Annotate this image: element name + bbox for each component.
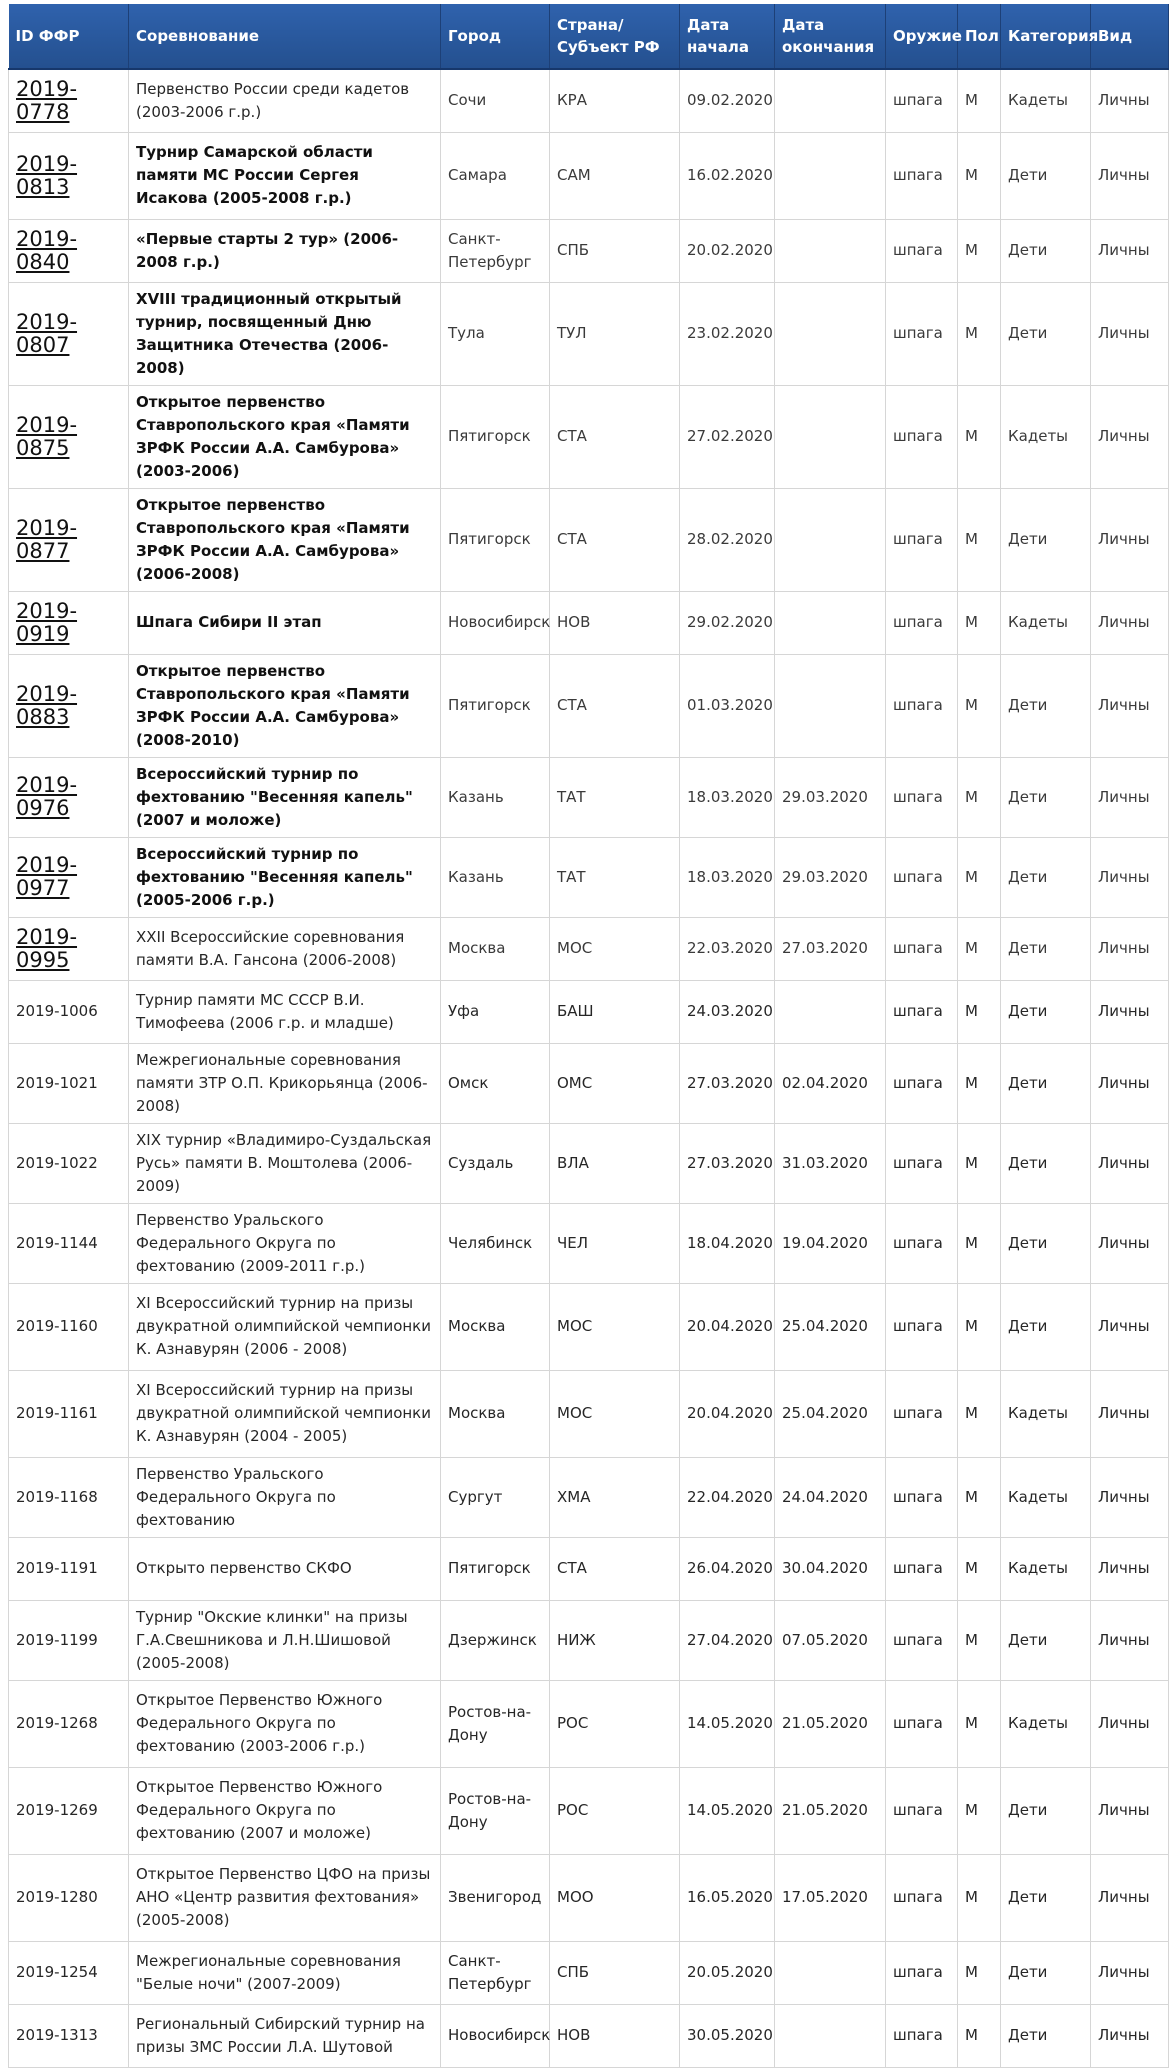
kind-cell: Личны [1091, 591, 1169, 654]
id-cell: 2019-1160 [9, 1283, 129, 1370]
id-cell: 2019-1199 [9, 1600, 129, 1680]
category-cell: Дети [1001, 1123, 1091, 1203]
kind-cell: Личны [1091, 1043, 1169, 1123]
city-cell: Тула [441, 282, 550, 385]
weapon-cell: шпага [886, 1600, 958, 1680]
weapon-cell: шпага [886, 1941, 958, 2004]
category-cell: Дети [1001, 1854, 1091, 1941]
weapon-cell: шпага [886, 1043, 958, 1123]
city-cell: Пятигорск [441, 488, 550, 591]
kind-cell: Личны [1091, 132, 1169, 219]
weapon-cell: шпага [886, 282, 958, 385]
competition-name-cell: Открытое первенство Ставропольского края «Памяти ЗРФК России А.А. Самбурова» (2008-2010) [129, 654, 441, 757]
region-cell: МОО [550, 1854, 680, 1941]
city-cell: Суздаль [441, 1123, 550, 1203]
table-row [9, 1537, 1169, 1600]
competition-name-cell: Открытое первенство Ставропольского края «Памяти ЗРФК России А.А. Самбурова» (2006-2008) [129, 488, 441, 591]
category-cell: Дети [1001, 837, 1091, 917]
sex-cell: М [958, 1767, 1001, 1854]
category-cell: Дети [1001, 1941, 1091, 2004]
start-date-cell: 27.02.2020 [680, 385, 775, 488]
table-row [9, 654, 1169, 757]
id-cell: 2019-1022 [9, 1123, 129, 1203]
weapon-cell: шпага [886, 132, 958, 219]
column-header-kind[interactable]: Вид [1091, 4, 1169, 69]
end-date-cell [775, 385, 886, 488]
region-cell: БАШ [550, 980, 680, 1043]
region-cell: ТАТ [550, 837, 680, 917]
region-cell: НИЖ [550, 1600, 680, 1680]
weapon-cell: шпага [886, 1370, 958, 1457]
id-cell[interactable]: 2019-0919 [9, 591, 129, 654]
weapon-cell: шпага [886, 1854, 958, 1941]
table-row [9, 282, 1169, 385]
start-date-cell: 16.02.2020 [680, 132, 775, 219]
column-header-weapon[interactable]: Оружие [886, 4, 958, 69]
end-date-cell: 21.05.2020 [775, 1767, 886, 1854]
table-body [9, 69, 1169, 2067]
category-cell: Дети [1001, 282, 1091, 385]
kind-cell: Личны [1091, 654, 1169, 757]
kind-cell: Личны [1091, 980, 1169, 1043]
table-row [9, 837, 1169, 917]
weapon-cell: шпага [886, 1203, 958, 1283]
table-row [9, 917, 1169, 980]
category-cell: Кадеты [1001, 1370, 1091, 1457]
region-cell: СТА [550, 385, 680, 488]
competition-name-cell: Открытое Первенство ЦФО на призы АНО «Центр развития фехтования» (2005-2008) [129, 1854, 441, 1941]
table-row [9, 1854, 1169, 1941]
kind-cell: Личны [1091, 757, 1169, 837]
end-date-cell [775, 282, 886, 385]
region-cell: КРА [550, 69, 680, 132]
kind-cell: Личны [1091, 1203, 1169, 1283]
category-cell: Дети [1001, 488, 1091, 591]
table-row [9, 591, 1169, 654]
sex-cell: М [958, 1600, 1001, 1680]
sex-cell: М [958, 132, 1001, 219]
end-date-cell [775, 980, 886, 1043]
category-cell: Дети [1001, 1043, 1091, 1123]
weapon-cell: шпага [886, 1283, 958, 1370]
weapon-cell: шпага [886, 385, 958, 488]
kind-cell: Личны [1091, 2004, 1169, 2067]
kind-cell: Личны [1091, 917, 1169, 980]
weapon-cell: шпага [886, 219, 958, 282]
table-row [9, 2004, 1169, 2067]
category-cell: Кадеты [1001, 591, 1091, 654]
sex-cell: М [958, 837, 1001, 917]
competition-name-cell: Открыто первенство СКФО [129, 1537, 441, 1600]
city-cell: Москва [441, 1283, 550, 1370]
end-date-cell [775, 69, 886, 132]
category-cell: Дети [1001, 132, 1091, 219]
competition-name-cell: Открытое Первенство Южного Федерального Округа по фехтованию (2007 и моложе) [129, 1767, 441, 1854]
weapon-cell: шпага [886, 1767, 958, 1854]
region-cell: МОС [550, 1370, 680, 1457]
id-cell: 2019-1006 [9, 980, 129, 1043]
end-date-cell: 29.03.2020 [775, 757, 886, 837]
end-date-cell: 30.04.2020 [775, 1537, 886, 1600]
competition-name-cell: Открытое первенство Ставропольского края «Памяти ЗРФК России А.А. Самбурова» (2003-2006) [129, 385, 441, 488]
column-header-category[interactable]: Категория [1001, 4, 1091, 69]
region-cell: МОС [550, 917, 680, 980]
start-date-cell: 26.04.2020 [680, 1537, 775, 1600]
id-cell[interactable]: 2019-0976 [9, 757, 129, 837]
table-row [9, 757, 1169, 837]
start-date-cell: 22.03.2020 [680, 917, 775, 980]
category-cell: Дети [1001, 1600, 1091, 1680]
table-row [9, 980, 1169, 1043]
region-cell: РОС [550, 1680, 680, 1767]
region-cell: НОВ [550, 591, 680, 654]
kind-cell: Личны [1091, 1283, 1169, 1370]
category-cell: Дети [1001, 757, 1091, 837]
region-cell: МОС [550, 1283, 680, 1370]
sex-cell: М [958, 282, 1001, 385]
competition-name-cell: Первенство Уральского Федерального Округа по фехтованию [129, 1457, 441, 1537]
sex-cell: М [958, 69, 1001, 132]
sex-cell: М [958, 591, 1001, 654]
category-cell: Дети [1001, 219, 1091, 282]
city-cell: Челябинск [441, 1203, 550, 1283]
sex-cell: М [958, 1123, 1001, 1203]
competition-name-cell: Всероссийский турнир по фехтованию "Весенняя капель" (2005-2006 г.р.) [129, 837, 441, 917]
end-date-cell: 27.03.2020 [775, 917, 886, 980]
sex-cell: М [958, 1370, 1001, 1457]
column-header-id[interactable]: ID ФФР [9, 4, 129, 69]
competition-name-cell: XI Всероссийский турнир на призы двукратной олимпийской чемпионки К. Азнавурян (2006 - 2008) [129, 1283, 441, 1370]
city-cell: Москва [441, 1370, 550, 1457]
weapon-cell: шпага [886, 1537, 958, 1600]
region-cell: ХМА [550, 1457, 680, 1537]
category-cell: Дети [1001, 1203, 1091, 1283]
kind-cell: Личны [1091, 1457, 1169, 1537]
id-cell: 2019-1313 [9, 2004, 129, 2067]
start-date-cell: 20.05.2020 [680, 1941, 775, 2004]
category-cell: Дети [1001, 1283, 1091, 1370]
competition-name-cell: Турнир памяти МС СССР В.И. Тимофеева (2006 г.р. и младше) [129, 980, 441, 1043]
table-row [9, 1283, 1169, 1370]
competition-name-cell: Межрегиональные соревнования "Белые ночи" (2007-2009) [129, 1941, 441, 2004]
start-date-cell: 20.04.2020 [680, 1283, 775, 1370]
city-cell: Санкт-Петербург [441, 1941, 550, 2004]
sex-cell: М [958, 757, 1001, 837]
competition-name-cell: Шпага Сибири II этап [129, 591, 441, 654]
id-cell[interactable]: 2019-0883 [9, 654, 129, 757]
sex-cell: М [958, 1941, 1001, 2004]
start-date-cell: 09.02.2020 [680, 69, 775, 132]
table-row [9, 1203, 1169, 1283]
table-row [9, 1680, 1169, 1767]
table-row [9, 1767, 1169, 1854]
start-date-cell: 23.02.2020 [680, 282, 775, 385]
end-date-cell: 25.04.2020 [775, 1283, 886, 1370]
sex-cell: М [958, 219, 1001, 282]
region-cell: ТАТ [550, 757, 680, 837]
region-cell: ВЛА [550, 1123, 680, 1203]
start-date-cell: 29.02.2020 [680, 591, 775, 654]
table-row [9, 1457, 1169, 1537]
table-row [9, 132, 1169, 219]
weapon-cell: шпага [886, 1457, 958, 1537]
start-date-cell: 20.02.2020 [680, 219, 775, 282]
city-cell: Новосибирск [441, 591, 550, 654]
weapon-cell: шпага [886, 917, 958, 980]
sex-cell: М [958, 1043, 1001, 1123]
region-cell: СТА [550, 488, 680, 591]
region-cell: СПБ [550, 219, 680, 282]
sex-cell: М [958, 1854, 1001, 1941]
table-row [9, 1370, 1169, 1457]
column-header-end-date[interactable]: Дата окончания [775, 4, 886, 69]
id-cell: 2019-1268 [9, 1680, 129, 1767]
end-date-cell [775, 488, 886, 591]
start-date-cell: 27.03.2020 [680, 1123, 775, 1203]
id-cell[interactable]: 2019-0877 [9, 488, 129, 591]
kind-cell: Личны [1091, 1767, 1169, 1854]
id-cell[interactable]: 2019-0813 [9, 132, 129, 219]
table-row [9, 1600, 1169, 1680]
start-date-cell: 14.05.2020 [680, 1680, 775, 1767]
table-row [9, 1043, 1169, 1123]
weapon-cell: шпага [886, 980, 958, 1043]
end-date-cell [775, 591, 886, 654]
column-header-competition[interactable]: Соревнование [129, 4, 441, 69]
city-cell: Дзержинск [441, 1600, 550, 1680]
id-cell[interactable]: 2019-0840 [9, 219, 129, 282]
id-cell: 2019-1168 [9, 1457, 129, 1537]
weapon-cell: шпага [886, 488, 958, 591]
sex-cell: М [958, 1680, 1001, 1767]
start-date-cell: 18.03.2020 [680, 837, 775, 917]
sex-cell: М [958, 917, 1001, 980]
id-cell: 2019-1191 [9, 1537, 129, 1600]
column-header-sex[interactable]: Пол [958, 4, 1001, 69]
competition-name-cell: XVIII традиционный открытый турнир, посвященный Дню Защитника Отечества (2006-2008) [129, 282, 441, 385]
id-cell[interactable]: 2019-0875 [9, 385, 129, 488]
end-date-cell: 07.05.2020 [775, 1600, 886, 1680]
category-cell: Дети [1001, 917, 1091, 980]
kind-cell: Личны [1091, 1941, 1169, 2004]
column-header-city[interactable]: Город [441, 4, 550, 69]
kind-cell: Личны [1091, 1370, 1169, 1457]
category-cell: Кадеты [1001, 1537, 1091, 1600]
city-cell: Сургут [441, 1457, 550, 1537]
id-cell: 2019-1161 [9, 1370, 129, 1457]
start-date-cell: 14.05.2020 [680, 1767, 775, 1854]
id-cell[interactable]: 2019-0807 [9, 282, 129, 385]
weapon-cell: шпага [886, 837, 958, 917]
sex-cell: М [958, 654, 1001, 757]
id-cell[interactable]: 2019-0778 [9, 69, 129, 132]
id-cell[interactable]: 2019-0977 [9, 837, 129, 917]
kind-cell: Личны [1091, 282, 1169, 385]
kind-cell: Личны [1091, 1680, 1169, 1767]
table-row [9, 385, 1169, 488]
sex-cell: М [958, 488, 1001, 591]
city-cell: Звенигород [441, 1854, 550, 1941]
city-cell: Ростов-на-Дону [441, 1767, 550, 1854]
competition-name-cell: XXII Всероссийские соревнования памяти В.А. Гансона (2006-2008) [129, 917, 441, 980]
kind-cell: Личны [1091, 1123, 1169, 1203]
competitions-table [8, 4, 1169, 2068]
start-date-cell: 18.04.2020 [680, 1203, 775, 1283]
end-date-cell: 21.05.2020 [775, 1680, 886, 1767]
region-cell: СТА [550, 654, 680, 757]
weapon-cell: шпага [886, 1680, 958, 1767]
kind-cell: Личны [1091, 837, 1169, 917]
competition-name-cell: «Первые старты 2 тур» (2006-2008 г.р.) [129, 219, 441, 282]
competition-name-cell: Турнир "Окские клинки" на призы Г.А.Свешникова и Л.Н.Шишовой (2005-2008) [129, 1600, 441, 1680]
region-cell: РОС [550, 1767, 680, 1854]
header-row [9, 4, 1169, 69]
category-cell: Дети [1001, 980, 1091, 1043]
start-date-cell: 01.03.2020 [680, 654, 775, 757]
city-cell: Казань [441, 757, 550, 837]
sex-cell: М [958, 1457, 1001, 1537]
start-date-cell: 22.04.2020 [680, 1457, 775, 1537]
start-date-cell: 16.05.2020 [680, 1854, 775, 1941]
region-cell: СТА [550, 1537, 680, 1600]
city-cell: Пятигорск [441, 385, 550, 488]
category-cell: Кадеты [1001, 385, 1091, 488]
end-date-cell: 19.04.2020 [775, 1203, 886, 1283]
kind-cell: Личны [1091, 219, 1169, 282]
region-cell: ЧЕЛ [550, 1203, 680, 1283]
start-date-cell: 27.04.2020 [680, 1600, 775, 1680]
category-cell: Дети [1001, 2004, 1091, 2067]
weapon-cell: шпага [886, 1123, 958, 1203]
sex-cell: М [958, 385, 1001, 488]
table-row [9, 69, 1169, 132]
sex-cell: М [958, 1203, 1001, 1283]
column-header-region[interactable]: Страна/ Субъект РФ [550, 4, 680, 69]
end-date-cell [775, 1941, 886, 2004]
sex-cell: М [958, 1537, 1001, 1600]
city-cell: Омск [441, 1043, 550, 1123]
end-date-cell: 31.03.2020 [775, 1123, 886, 1203]
region-cell: ОМС [550, 1043, 680, 1123]
kind-cell: Личны [1091, 488, 1169, 591]
competition-name-cell: Открытое Первенство Южного Федерального Округа по фехтованию (2003-2006 г.р.) [129, 1680, 441, 1767]
end-date-cell: 25.04.2020 [775, 1370, 886, 1457]
table-row [9, 1941, 1169, 2004]
weapon-cell: шпага [886, 2004, 958, 2067]
weapon-cell: шпага [886, 654, 958, 757]
column-header-start-date[interactable]: Дата начала [680, 4, 775, 69]
id-cell: 2019-1269 [9, 1767, 129, 1854]
start-date-cell: 20.04.2020 [680, 1370, 775, 1457]
competition-name-cell: XIX турнир «Владимиро-Суздальская Русь» памяти В. Моштолева (2006-2009) [129, 1123, 441, 1203]
category-cell: Дети [1001, 654, 1091, 757]
table-header [9, 4, 1169, 69]
city-cell: Москва [441, 917, 550, 980]
table-row [9, 1123, 1169, 1203]
city-cell: Новосибирск [441, 2004, 550, 2067]
city-cell: Пятигорск [441, 1537, 550, 1600]
weapon-cell: шпага [886, 69, 958, 132]
competition-name-cell: Первенство России среди кадетов (2003-2006 г.р.) [129, 69, 441, 132]
weapon-cell: шпага [886, 757, 958, 837]
end-date-cell: 29.03.2020 [775, 837, 886, 917]
region-cell: НОВ [550, 2004, 680, 2067]
category-cell: Кадеты [1001, 69, 1091, 132]
id-cell[interactable]: 2019-0995 [9, 917, 129, 980]
competition-name-cell: XI Всероссийский турнир на призы двукратной олимпийской чемпионки К. Азнавурян (2004 - 2005) [129, 1370, 441, 1457]
end-date-cell: 17.05.2020 [775, 1854, 886, 1941]
city-cell: Самара [441, 132, 550, 219]
id-cell: 2019-1280 [9, 1854, 129, 1941]
table-row [9, 219, 1169, 282]
city-cell: Уфа [441, 980, 550, 1043]
start-date-cell: 27.03.2020 [680, 1043, 775, 1123]
city-cell: Казань [441, 837, 550, 917]
competition-name-cell: Турнир Самарской области памяти МС России Сергея Исакова (2005-2008 г.р.) [129, 132, 441, 219]
category-cell: Кадеты [1001, 1680, 1091, 1767]
id-cell: 2019-1254 [9, 1941, 129, 2004]
city-cell: Сочи [441, 69, 550, 132]
end-date-cell [775, 132, 886, 219]
city-cell: Пятигорск [441, 654, 550, 757]
competition-name-cell: Межрегиональные соревнования памяти ЗТР О.П. Крикорьянца (2006-2008) [129, 1043, 441, 1123]
kind-cell: Личны [1091, 385, 1169, 488]
id-cell: 2019-1021 [9, 1043, 129, 1123]
region-cell: ТУЛ [550, 282, 680, 385]
end-date-cell [775, 654, 886, 757]
city-cell: Ростов-на-Дону [441, 1680, 550, 1767]
kind-cell: Личны [1091, 1600, 1169, 1680]
competition-name-cell: Первенство Уральского Федерального Округа по фехтованию (2009-2011 г.р.) [129, 1203, 441, 1283]
sex-cell: М [958, 2004, 1001, 2067]
category-cell: Кадеты [1001, 1457, 1091, 1537]
sex-cell: М [958, 1283, 1001, 1370]
region-cell: САМ [550, 132, 680, 219]
kind-cell: Личны [1091, 69, 1169, 132]
region-cell: СПБ [550, 1941, 680, 2004]
table-row [9, 488, 1169, 591]
weapon-cell: шпага [886, 591, 958, 654]
end-date-cell: 24.04.2020 [775, 1457, 886, 1537]
category-cell: Дети [1001, 1767, 1091, 1854]
end-date-cell [775, 2004, 886, 2067]
end-date-cell [775, 219, 886, 282]
kind-cell: Личны [1091, 1537, 1169, 1600]
start-date-cell: 28.02.2020 [680, 488, 775, 591]
competition-name-cell: Региональный Сибирский турнир на призы ЗМС России Л.А. Шутовой [129, 2004, 441, 2067]
end-date-cell: 02.04.2020 [775, 1043, 886, 1123]
start-date-cell: 30.05.2020 [680, 2004, 775, 2067]
competition-name-cell: Всероссийский турнир по фехтованию "Весенняя капель" (2007 и моложе) [129, 757, 441, 837]
start-date-cell: 24.03.2020 [680, 980, 775, 1043]
start-date-cell: 18.03.2020 [680, 757, 775, 837]
kind-cell: Личны [1091, 1854, 1169, 1941]
sex-cell: М [958, 980, 1001, 1043]
id-cell: 2019-1144 [9, 1203, 129, 1283]
city-cell: Санкт-Петербург [441, 219, 550, 282]
